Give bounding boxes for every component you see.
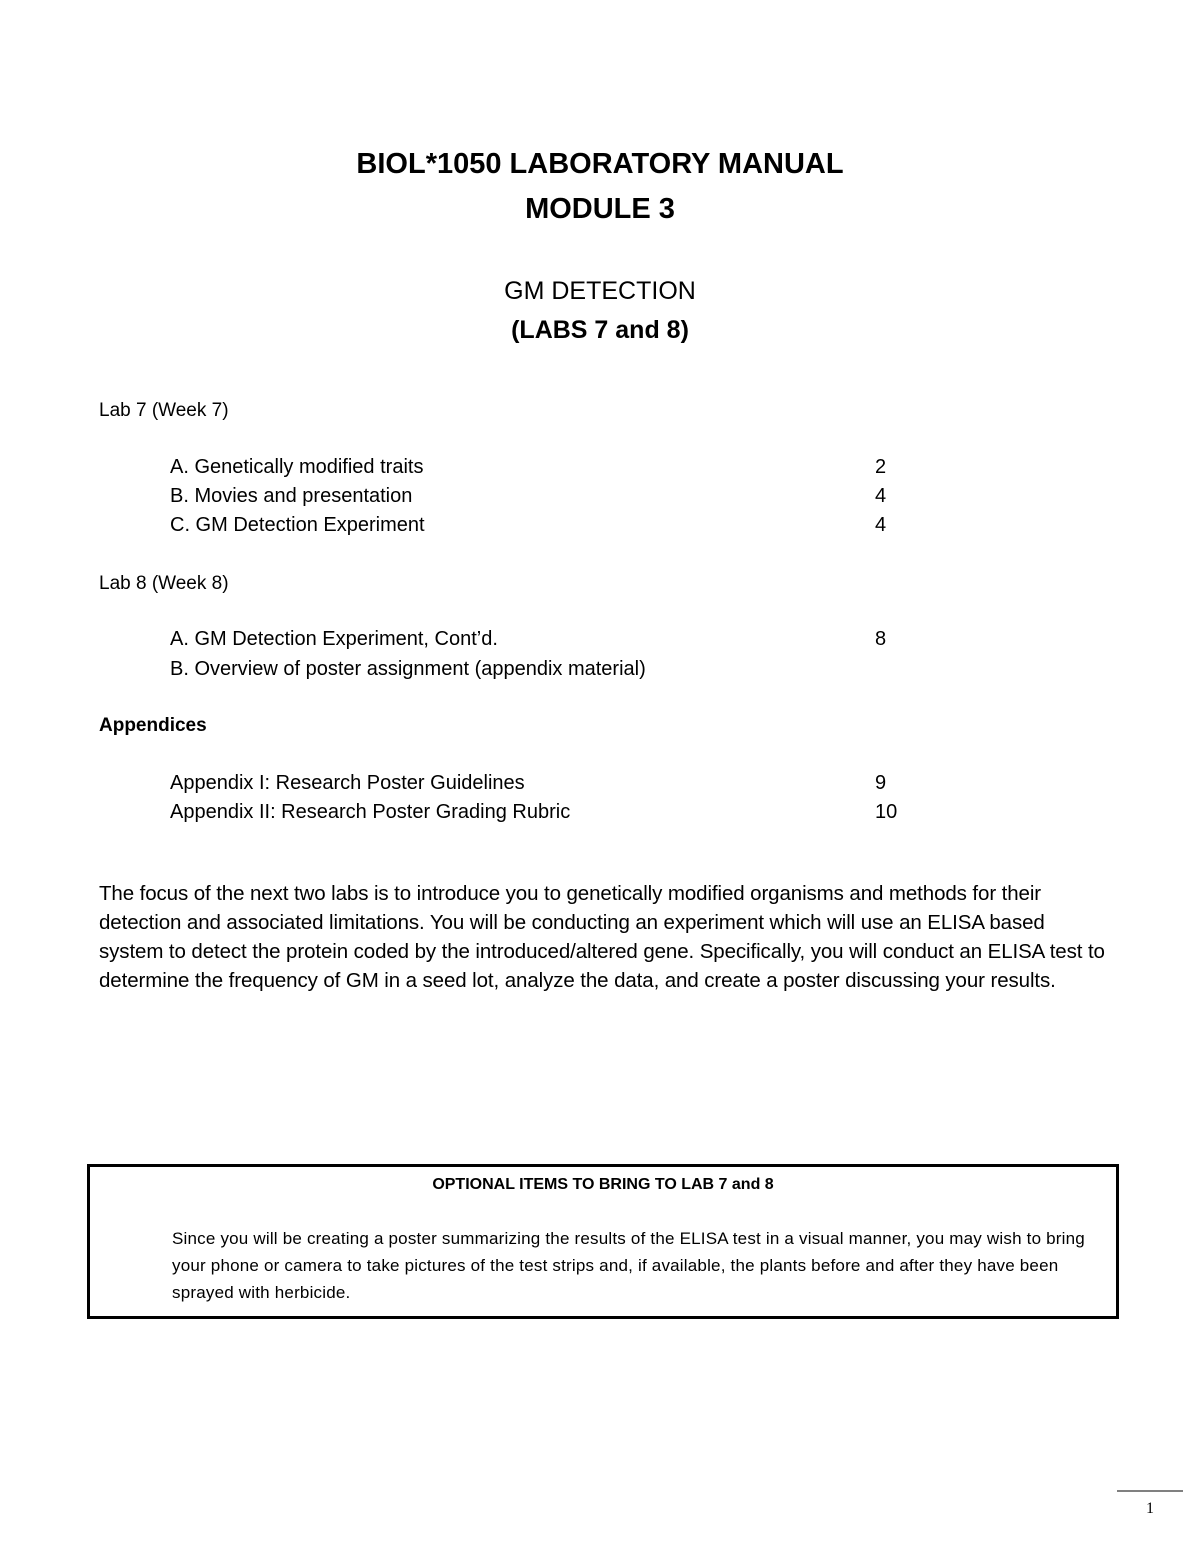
document-title: BIOL*1050 LABORATORY MANUAL <box>356 148 844 180</box>
lab7-heading: Lab 7 (Week 7) <box>99 400 229 421</box>
toc-item-label: C. GM Detection Experiment <box>170 514 425 536</box>
toc-item-page: 4 <box>875 514 887 536</box>
module-title: MODULE 3 <box>525 193 675 225</box>
page-number-rule <box>1117 1490 1183 1492</box>
section-title: GM DETECTION <box>504 277 696 305</box>
toc-item-page: 9 <box>875 772 887 794</box>
optional-items-box <box>87 1164 1119 1319</box>
toc-item-label: B. Movies and presentation <box>170 485 413 507</box>
toc-item-page: 8 <box>875 628 887 650</box>
toc-item-page: 2 <box>875 456 887 478</box>
toc-item-page: 10 <box>875 801 898 823</box>
toc-item-label: Appendix I: Research Poster Guidelines <box>170 772 525 794</box>
appendices-heading: Appendices <box>99 715 207 736</box>
toc-item-label: Appendix II: Research Poster Grading Rubric <box>170 801 571 823</box>
toc-item-label: A. Genetically modified traits <box>170 456 424 478</box>
toc-item-label: B. Overview of poster assignment (appendix material) <box>170 658 646 680</box>
lab8-heading: Lab 8 (Week 8) <box>99 573 229 594</box>
optional-items-text: Since you will be creating a poster summarizing the results of the ELISA test in a visual manner, you may wish to bring your phone or camera to take pictures of the test strips and, if available, the plants before and after they have been sprayed with herbicide. <box>172 1229 1085 1302</box>
toc-item-label: A. GM Detection Experiment, Cont’d. <box>170 628 498 650</box>
toc-item-page: 4 <box>875 485 887 507</box>
page-number: 1 <box>1146 1500 1154 1517</box>
section-subtitle: (LABS 7 and 8) <box>511 316 689 344</box>
intro-paragraph: The focus of the next two labs is to introduce you to genetically modified organisms and methods for their detection and associated limitations. You will be conducting an experiment which will use an ELISA based system to detect the protein coded by the introduced/altered gene. Specifically, you will conduct an ELISA test to determine the frequency of GM in a seed lot, analyze the data, and create a poster discussing your results. <box>99 882 1105 992</box>
optional-items-title: OPTIONAL ITEMS TO BRING TO LAB 7 and 8 <box>432 1176 774 1193</box>
